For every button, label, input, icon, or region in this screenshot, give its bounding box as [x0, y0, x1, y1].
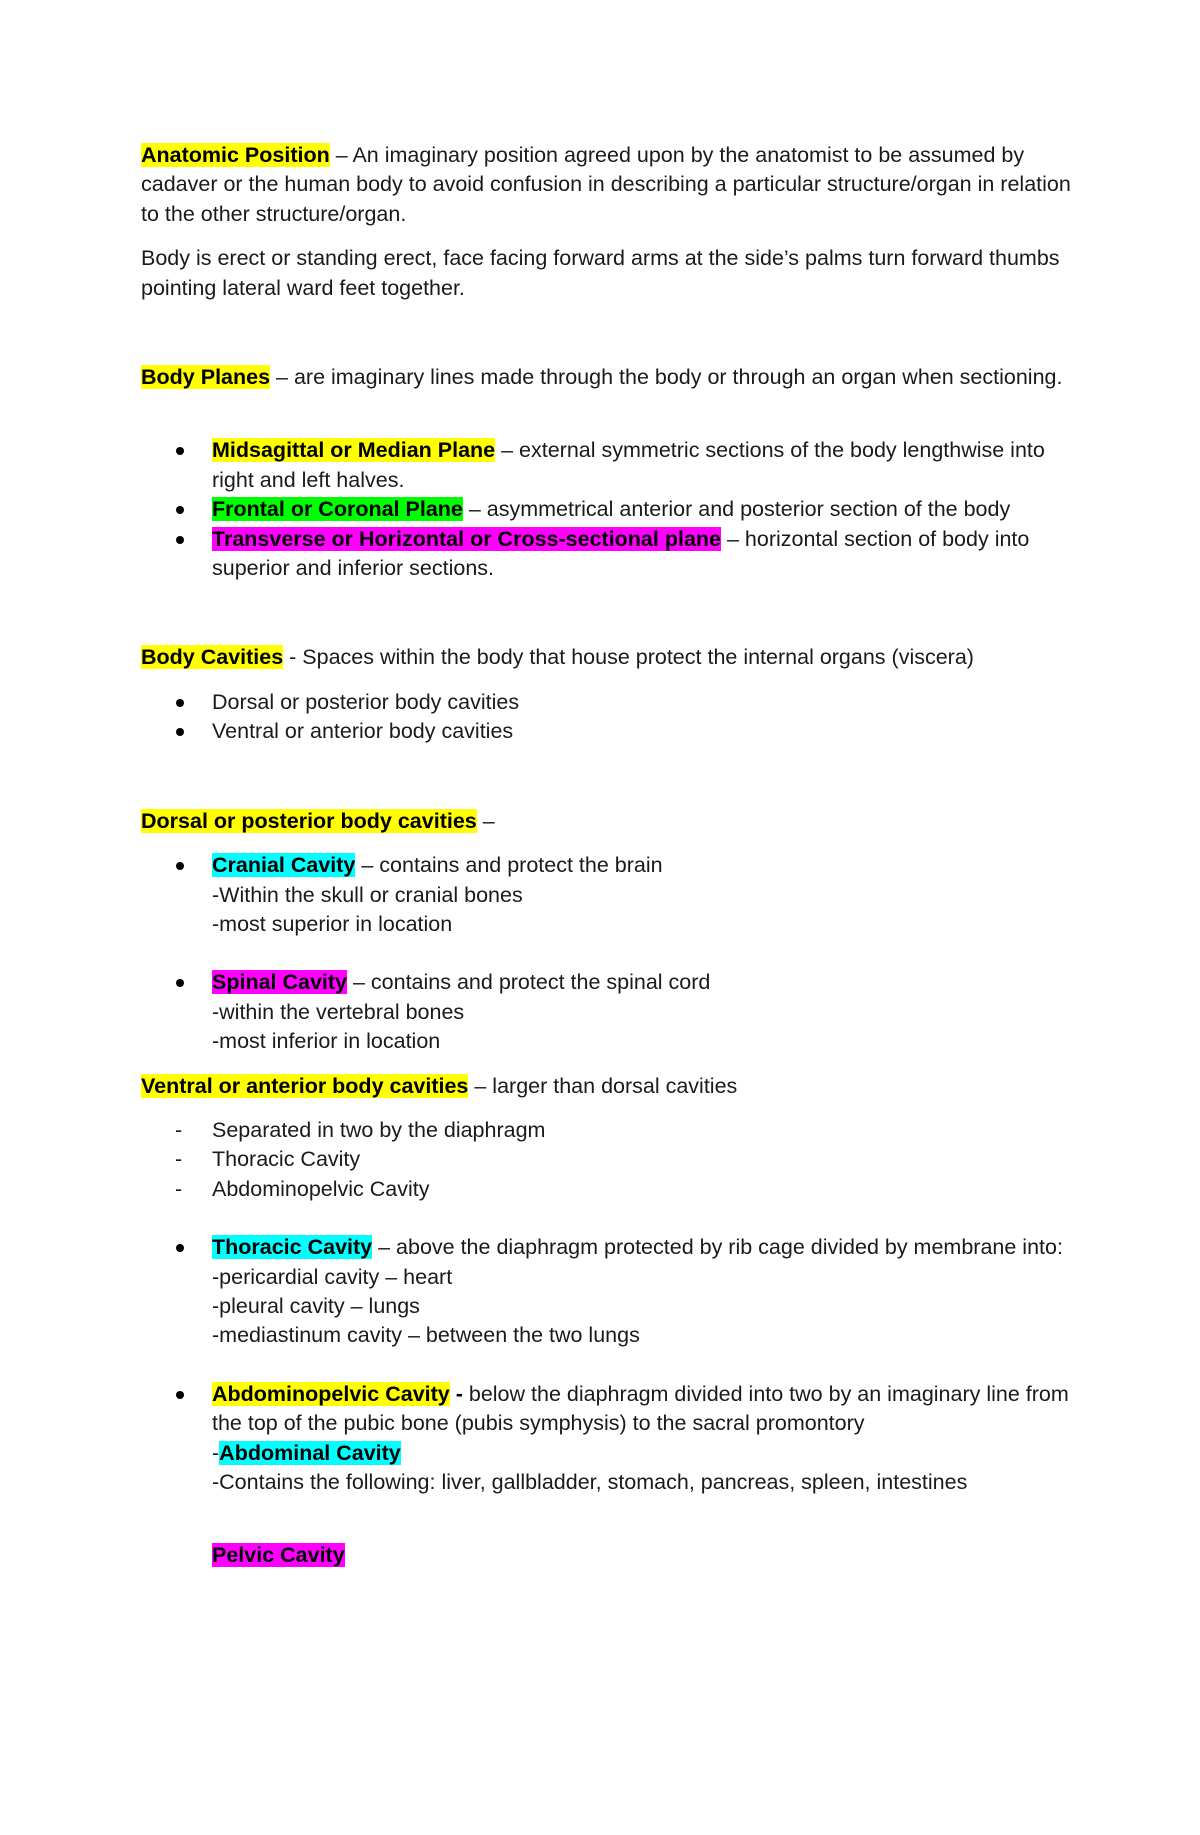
list-item [141, 717, 1071, 746]
list-item [141, 851, 1071, 939]
dash-marker: - [175, 1147, 183, 1172]
pelvic-cavity-line [212, 1541, 1071, 1570]
dash-marker: - [175, 1117, 183, 1142]
anatomic-position-body: Body is erect or standing erect, face facing forward arms at the side’s palms turn forward thumbs pointing lateral ward feet together. [141, 246, 1060, 300]
transverse-plane-definition: – horizontal section of body into superior and inferior sections. [212, 526, 1030, 581]
spinal-cavity-line: -most inferior in location [212, 1029, 441, 1054]
thoracic-cavity-line: -mediastinum cavity – between the two lungs [212, 1323, 640, 1348]
ventral-dash-list [141, 1116, 1071, 1204]
ventral-cavities-definition: – larger than dorsal cavities [468, 1073, 738, 1098]
frontal-plane-term: Frontal or Coronal Plane [212, 497, 463, 522]
bullet-icon [176, 979, 184, 987]
list-item [141, 495, 1071, 524]
dorsal-cavities-term: Dorsal or posterior body cavities [141, 808, 477, 833]
dorsal-cavities-paragraph [141, 807, 1071, 836]
spinal-cavity-term: Spinal Cavity [212, 970, 348, 995]
thoracic-cavity-line: -pericardial cavity – heart [212, 1264, 453, 1289]
frontal-plane-definition: – asymmetrical anterior and posterior section of the body [462, 497, 1011, 522]
list-item [141, 1145, 1071, 1174]
dorsal-cavities-definition: – [476, 808, 495, 833]
anatomic-position-paragraph [141, 141, 1071, 229]
list-item-label: Abdominopelvic Cavity [212, 1176, 430, 1201]
bullet-icon [176, 1391, 184, 1399]
ventral-cavities-term: Ventral or anterior body cavities [141, 1073, 469, 1098]
cranial-cavity-heading [212, 851, 1071, 880]
bullet-icon [176, 1244, 184, 1252]
abdominopelvic-cavity-dash: - [449, 1381, 463, 1406]
body-cavities-term: Body Cavities [141, 645, 284, 670]
abdominal-cavity-term: Abdominal Cavity [219, 1440, 401, 1465]
cranial-cavity-line: -Within the skull or cranial bones [212, 882, 523, 907]
bullet-icon [176, 862, 184, 870]
bullet-icon [176, 506, 184, 514]
list-item [141, 968, 1071, 1056]
cranial-cavity-definition: – contains and protect the brain [355, 853, 663, 878]
bullet-icon [176, 447, 184, 455]
transverse-plane-term: Transverse or Horizontal or Cross-sectional plane [212, 526, 721, 551]
body-planes-definition: – are imaginary lines made through the body or through an organ when sectioning. [270, 365, 1063, 390]
abdominal-cavity-line [212, 1439, 1071, 1468]
body-planes-list [141, 436, 1071, 583]
thoracic-cavity-term: Thoracic Cavity [212, 1235, 373, 1260]
thoracic-cavity-definition: – above the diaphragm protected by rib cage divided by membrane into: [372, 1235, 1063, 1260]
thoracic-cavity-line: -pleural cavity – lungs [212, 1293, 420, 1318]
body-cavities-paragraph [141, 643, 1071, 672]
spinal-cavity-definition: – contains and protect the spinal cord [347, 970, 711, 995]
abdominopelvic-cavity-heading [212, 1380, 1071, 1439]
list-item-label: Separated in two by the diaphragm [212, 1117, 546, 1142]
list-item [141, 1175, 1071, 1204]
ventral-cavities-paragraph [141, 1072, 1071, 1101]
abdominopelvic-cavity-term: Abdominopelvic Cavity [212, 1381, 450, 1406]
body-planes-term: Body Planes [141, 365, 271, 390]
dorsal-cavities-list [141, 851, 1071, 1056]
spinal-cavity-line: -within the vertebral bones [212, 999, 465, 1024]
dash-marker: - [175, 1176, 183, 1201]
list-item [141, 1116, 1071, 1145]
midsagittal-plane-definition: – external symmetric sections of the body lengthwise into right and left halves. [212, 438, 1045, 492]
list-item [141, 1233, 1071, 1351]
list-item [141, 688, 1071, 717]
bullet-icon [176, 699, 184, 707]
pelvic-cavity-term: Pelvic Cavity [212, 1543, 345, 1568]
cranial-cavity-line: -most superior in location [212, 911, 453, 936]
ventral-cavities-list [141, 1233, 1071, 1571]
list-item-label: Dorsal or posterior body cavities [212, 689, 520, 714]
body-cavities-list [141, 688, 1071, 747]
midsagittal-plane-term: Midsagittal or Median Plane [212, 438, 496, 463]
list-item-label: Ventral or anterior body cavities [212, 719, 514, 744]
list-item [141, 1380, 1071, 1571]
spinal-cavity-heading [212, 968, 1071, 997]
abdominal-cavity-prefix: - [212, 1440, 220, 1465]
thoracic-cavity-heading [212, 1233, 1071, 1262]
anatomic-position-definition: – An imaginary position agreed upon by the anatomist to be assumed by cadaver or the human body to avoid confusion in describing a particular structure/organ in relation to the other structure/organ. [141, 143, 1071, 226]
body-planes-paragraph [141, 363, 1071, 392]
anatomic-position-term: Anatomic Position [141, 143, 330, 167]
document-page [141, 141, 1071, 1571]
list-item-label: Thoracic Cavity [212, 1147, 361, 1172]
abdominal-cavity-contents: -Contains the following: liver, gallbladder, stomach, pancreas, spleen, intestines [212, 1470, 968, 1494]
body-cavities-definition: - Spaces within the body that house protect the internal organs (viscera) [283, 645, 974, 670]
cranial-cavity-term: Cranial Cavity [212, 853, 356, 878]
list-item [141, 436, 1071, 495]
bullet-icon [176, 728, 184, 736]
list-item [141, 525, 1071, 584]
abdominopelvic-cavity-definition: below the diaphragm divided into two by an imaginary line from the top of the pubic bone (pubis symphysis) to the sacral promontory [212, 1381, 1069, 1436]
bullet-icon [176, 536, 184, 544]
